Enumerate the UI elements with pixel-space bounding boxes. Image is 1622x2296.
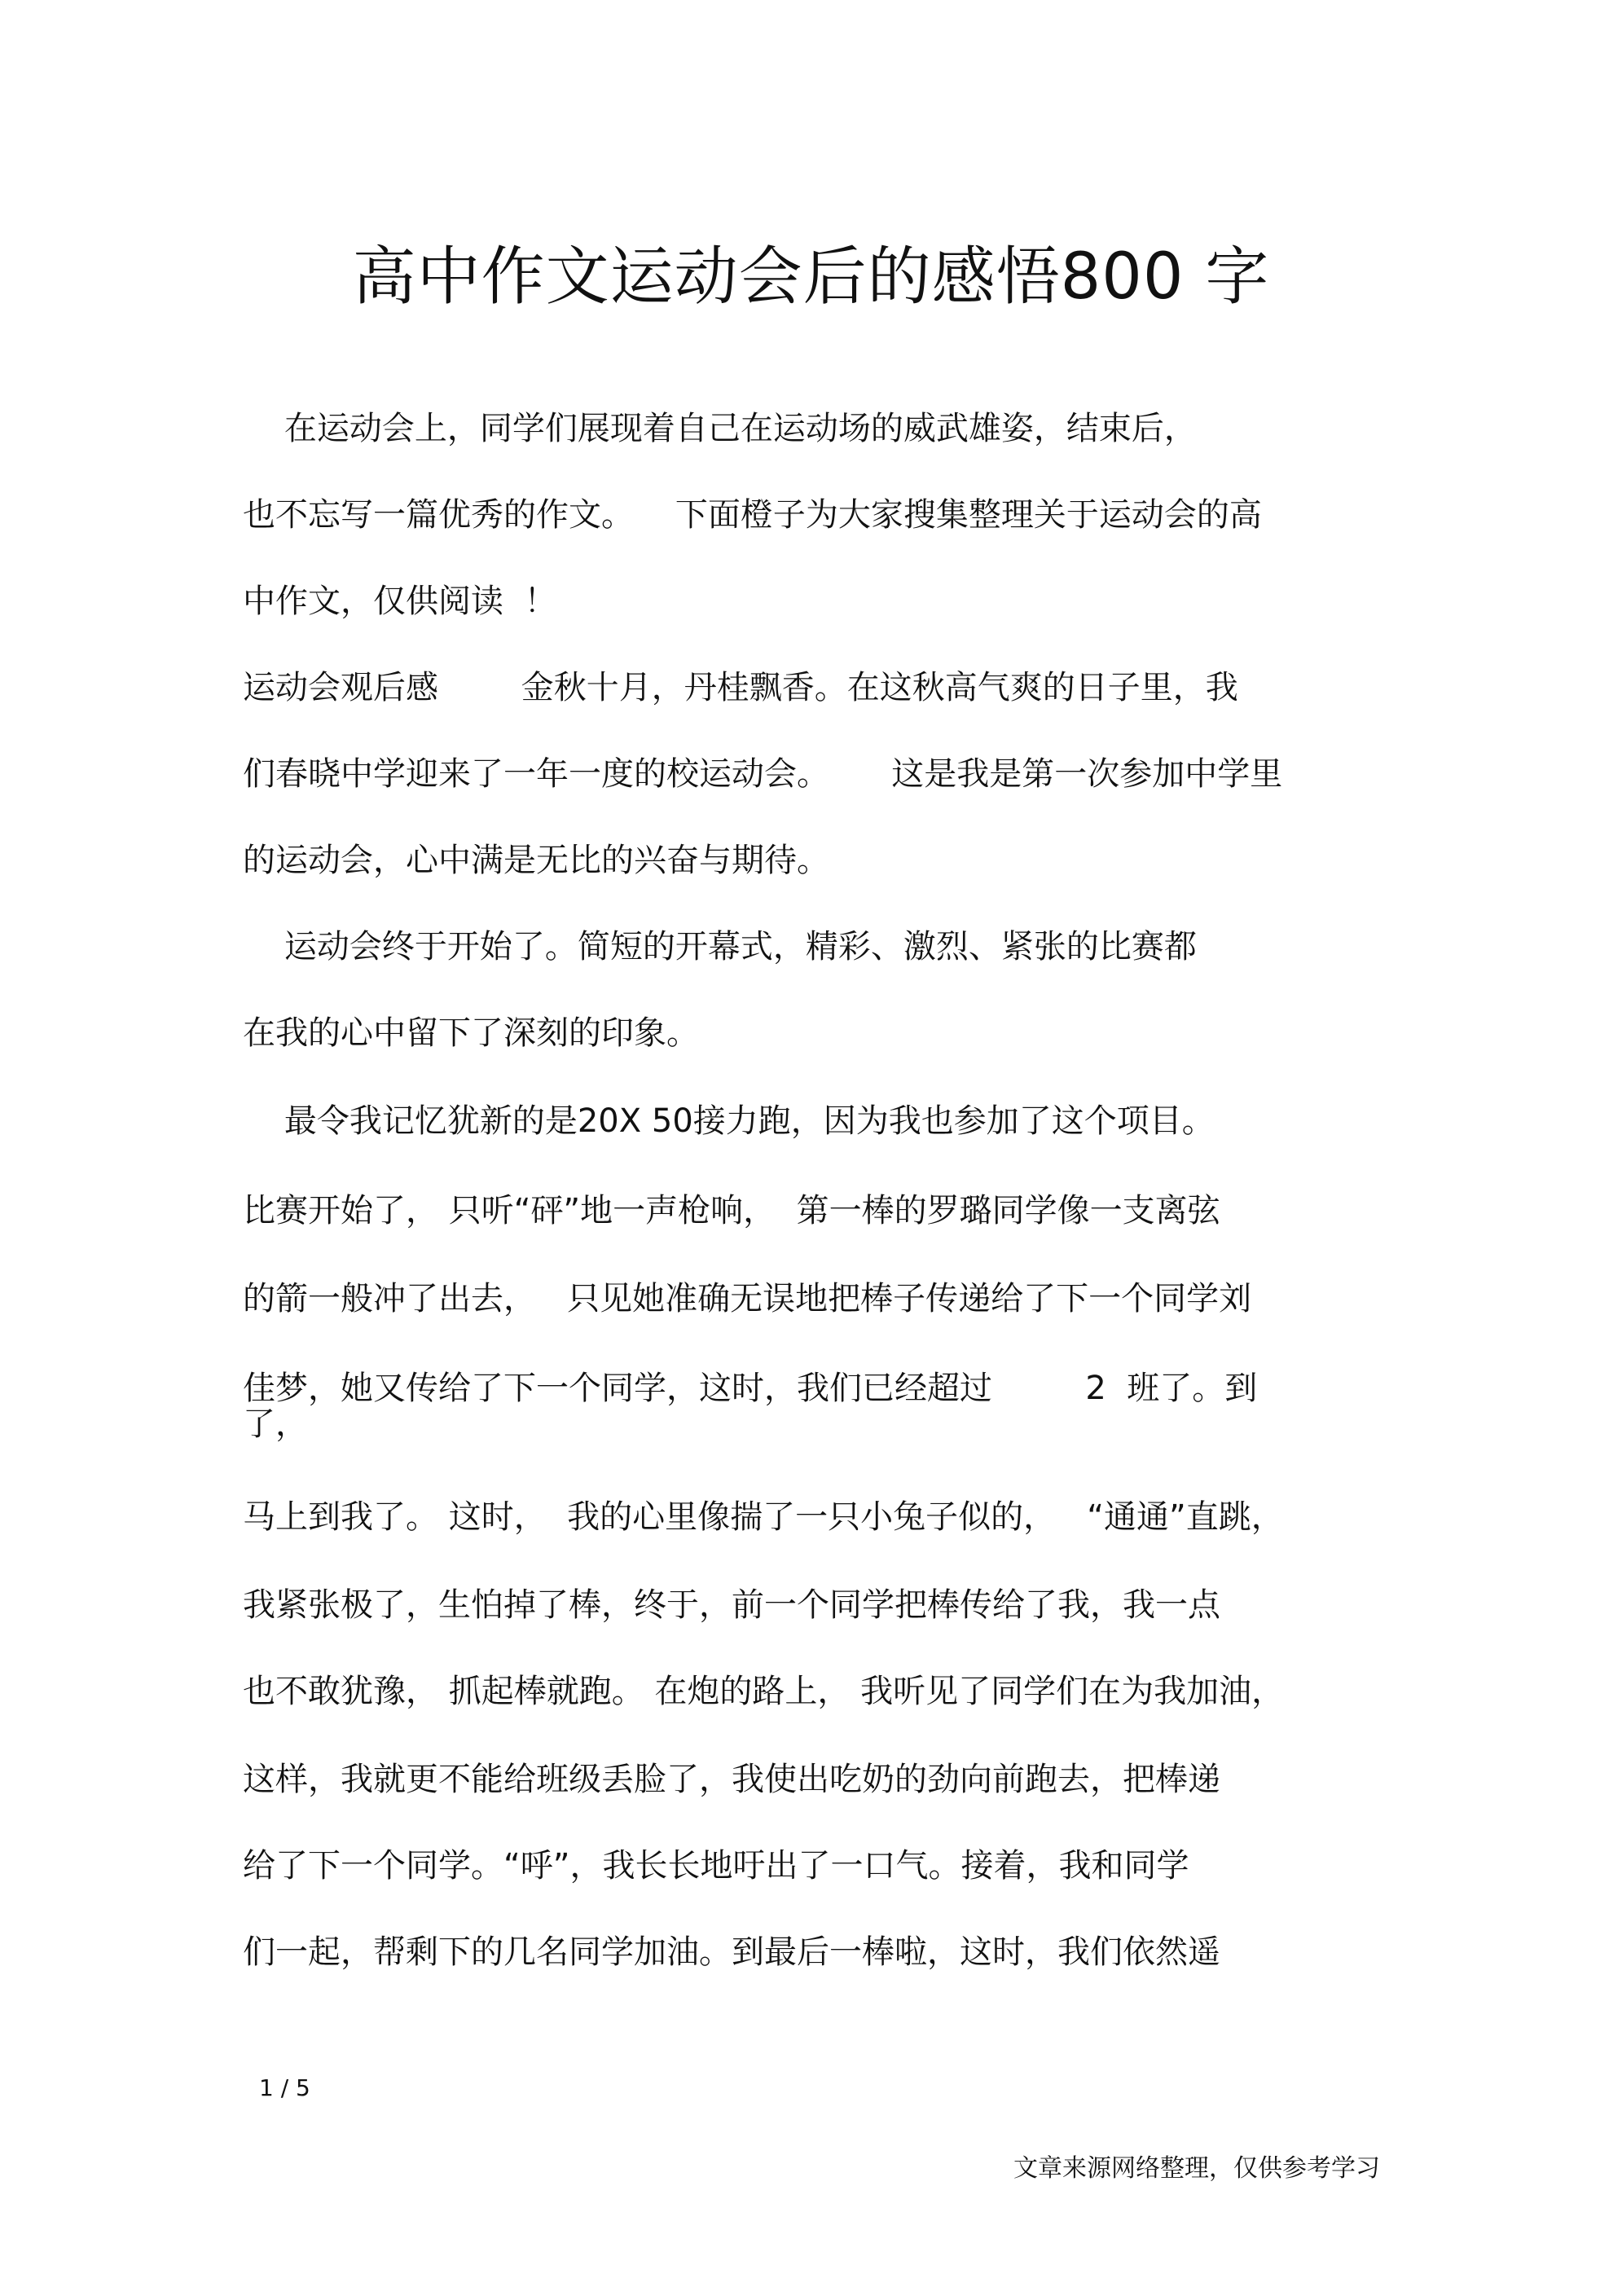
paragraph-line: 了， [243, 1405, 308, 1443]
paragraph-line: 中作文，仅供阅读 ！ [243, 583, 557, 620]
paragraph-line: 也不忘写一篇优秀的作文。 下面橙子为大家搜集整理关于运动会的高 [243, 496, 1262, 534]
paragraph-line: 我紧张极了，生怕掉了棒，终于，前一个同学把棒传给了我，我一点 [243, 1586, 1220, 1624]
page-number: 1 / 5 [259, 2074, 310, 2101]
paragraph-line: 运动会终于开始了。简短的开幕式，精彩、激烈、紧张的比赛都 [243, 928, 1197, 965]
paragraph-line: 给了下一个同学。“呼”，我长长地吁出了一口气。接着，我和同学 [243, 1847, 1189, 1885]
paragraph-line: 们一起，帮剩下的几名同学加油。到最后一棒啦，这时，我们依然遥 [243, 1933, 1220, 1971]
paragraph-line: 的箭一般冲了出去， 只见她准确无误地把棒子传递给了下一个同学刘 [243, 1280, 1252, 1317]
paragraph-line: 最令我记忆犹新的是20X 50接力跑，因为我也参加了这个项目。 [243, 1102, 1215, 1140]
paragraph-line: 比赛开始了， 只听“砰”地一声枪响， 第一棒的罗璐同学像一支离弦 [243, 1192, 1220, 1229]
paragraph-line: 马上到我了。 这时， 我的心里像揣了一只小兔子似的， “通通”直跳， [243, 1498, 1284, 1536]
footer-note: 文章来源网络整理，仅供参考学习 [1013, 2154, 1380, 2183]
document-title: 高中作文运动会后的感悟800 字 [352, 240, 1270, 314]
paragraph-line: 运动会观后感 金秋十月，丹桂飘香。在这秋高气爽的日子里，我 [243, 669, 1238, 706]
paragraph-line: 在运动会上，同学们展现着自己在运动场的威武雄姿，结束后， [243, 410, 1197, 447]
paragraph-line: 佳梦，她又传给了下一个同学，这时，我们已经超过 2 班了。到 [243, 1370, 1258, 1407]
paragraph-line: 这样，我就更不能给班级丢脸了，我使出吃奶的劲向前跑去，把棒递 [243, 1761, 1220, 1798]
paragraph-line: 们春晓中学迎来了一年一度的校运动会。 这是我是第一次参加中学里 [243, 755, 1283, 793]
paragraph-line: 的运动会，心中满是无比的兴奋与期待。 [243, 842, 829, 879]
paragraph-line: 在我的心中留下了深刻的印象。 [243, 1014, 699, 1052]
paragraph-line: 也不敢犹豫， 抓起棒就跑。 在炮的路上， 我听见了同学们在为我加油， [243, 1673, 1285, 1710]
